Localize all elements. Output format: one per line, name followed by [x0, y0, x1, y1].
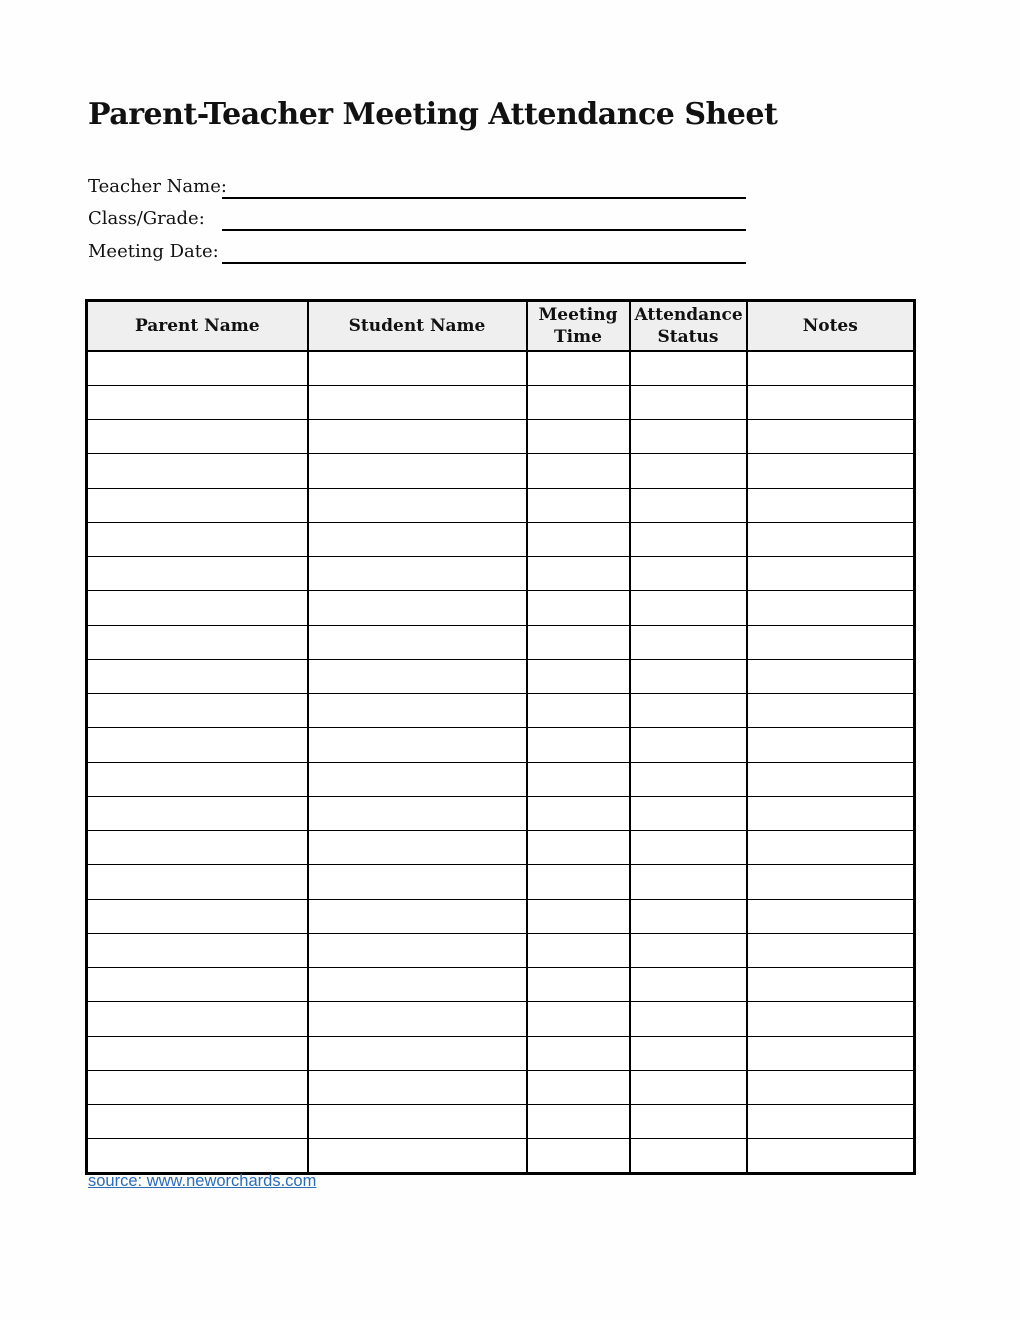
table-cell[interactable]	[747, 1105, 915, 1139]
table-cell[interactable]	[527, 522, 630, 556]
class-grade-input-line[interactable]	[222, 207, 746, 231]
table-cell[interactable]	[87, 1002, 308, 1036]
source-link[interactable]: source: www.neworchards.com	[88, 1172, 317, 1190]
table-cell[interactable]	[747, 796, 915, 830]
table-cell[interactable]	[527, 694, 630, 728]
table-row	[87, 933, 915, 967]
table-row	[87, 968, 915, 1002]
table-cell[interactable]	[630, 831, 747, 865]
table-cell[interactable]	[747, 591, 915, 625]
table-cell[interactable]	[527, 420, 630, 454]
table-row	[87, 1036, 915, 1070]
table-cell[interactable]	[630, 796, 747, 830]
table-cell[interactable]	[308, 1070, 527, 1104]
table-cell[interactable]	[747, 420, 915, 454]
table-cell[interactable]	[747, 968, 915, 1002]
table-cell[interactable]	[630, 1139, 747, 1173]
table-cell[interactable]	[630, 1070, 747, 1104]
table-cell[interactable]	[308, 591, 527, 625]
table-row	[87, 625, 915, 659]
attendance-table	[85, 299, 916, 1175]
table-cell[interactable]	[87, 1105, 308, 1139]
table-cell[interactable]	[527, 933, 630, 967]
table-cell[interactable]	[308, 694, 527, 728]
table-cell[interactable]	[527, 968, 630, 1002]
table-cell[interactable]	[308, 796, 527, 830]
table-cell[interactable]	[630, 762, 747, 796]
meeting-date-label: Meeting Date:	[88, 240, 219, 262]
column-header-notes: Notes	[747, 301, 915, 352]
table-cell[interactable]	[308, 899, 527, 933]
table-row	[87, 522, 915, 556]
table-cell[interactable]	[630, 488, 747, 522]
table-cell[interactable]	[747, 385, 915, 419]
table-cell[interactable]	[747, 831, 915, 865]
table-cell[interactable]	[527, 899, 630, 933]
table-cell[interactable]	[747, 694, 915, 728]
table-cell[interactable]	[747, 659, 915, 693]
table-cell[interactable]	[87, 831, 308, 865]
table-row	[87, 865, 915, 899]
table-cell[interactable]	[87, 933, 308, 967]
table-cell[interactable]	[630, 1002, 747, 1036]
table-cell[interactable]	[87, 1139, 308, 1173]
table-cell[interactable]	[87, 522, 308, 556]
table-cell[interactable]	[308, 454, 527, 488]
table-row	[87, 488, 915, 522]
table-cell[interactable]	[308, 728, 527, 762]
table-cell[interactable]	[527, 591, 630, 625]
table-cell[interactable]	[747, 557, 915, 591]
meeting-date-input-line[interactable]	[222, 240, 746, 264]
table-cell[interactable]	[747, 1070, 915, 1104]
table-cell[interactable]	[747, 728, 915, 762]
table-cell[interactable]	[527, 1002, 630, 1036]
table-cell[interactable]	[87, 351, 308, 385]
table-cell[interactable]	[747, 1139, 915, 1173]
table-cell[interactable]	[527, 557, 630, 591]
table-cell[interactable]	[308, 557, 527, 591]
table-row	[87, 454, 915, 488]
table-cell[interactable]	[630, 591, 747, 625]
table-cell[interactable]	[630, 728, 747, 762]
table-cell[interactable]	[527, 762, 630, 796]
table-row	[87, 796, 915, 830]
table-row	[87, 351, 915, 385]
table-cell[interactable]	[527, 728, 630, 762]
table-cell[interactable]	[630, 385, 747, 419]
table-row	[87, 659, 915, 693]
table-cell[interactable]	[747, 933, 915, 967]
table-cell[interactable]	[527, 454, 630, 488]
table-cell[interactable]	[630, 522, 747, 556]
table-cell[interactable]	[87, 899, 308, 933]
table-cell[interactable]	[527, 385, 630, 419]
table-cell[interactable]	[630, 454, 747, 488]
table-cell[interactable]	[747, 488, 915, 522]
teacher-name-field	[88, 166, 748, 199]
table-cell[interactable]	[747, 899, 915, 933]
table-cell[interactable]	[308, 420, 527, 454]
table-cell[interactable]	[527, 865, 630, 899]
table-row	[87, 591, 915, 625]
table-cell[interactable]	[630, 557, 747, 591]
teacher-name-input-line[interactable]	[222, 175, 746, 199]
table-cell[interactable]	[630, 933, 747, 967]
page-title: Parent-Teacher Meeting Attendance Sheet	[88, 97, 778, 132]
table-cell[interactable]	[527, 1105, 630, 1139]
column-header-attendance-status: Attendance Status	[630, 301, 747, 352]
table-cell[interactable]	[87, 488, 308, 522]
table-cell[interactable]	[308, 1036, 527, 1070]
table-cell[interactable]	[747, 351, 915, 385]
table-row	[87, 1070, 915, 1104]
table-header-row	[87, 301, 915, 352]
table-cell[interactable]	[527, 488, 630, 522]
table-cell[interactable]	[87, 728, 308, 762]
meeting-date-field	[88, 231, 748, 264]
table-cell[interactable]	[747, 522, 915, 556]
table-row	[87, 694, 915, 728]
table-cell[interactable]	[747, 625, 915, 659]
table-row	[87, 899, 915, 933]
table-cell[interactable]	[630, 1036, 747, 1070]
table-cell[interactable]	[87, 694, 308, 728]
table-cell[interactable]	[308, 762, 527, 796]
table-cell[interactable]	[527, 659, 630, 693]
column-header-parent-name: Parent Name	[87, 301, 308, 352]
table-row	[87, 1002, 915, 1036]
table-cell[interactable]	[308, 968, 527, 1002]
table-cell[interactable]	[87, 385, 308, 419]
footer	[88, 1172, 316, 1191]
table-cell[interactable]	[630, 351, 747, 385]
table-cell[interactable]	[630, 865, 747, 899]
table-cell[interactable]	[630, 420, 747, 454]
table-cell[interactable]	[87, 557, 308, 591]
table-cell[interactable]	[747, 1002, 915, 1036]
table-cell[interactable]	[747, 454, 915, 488]
table-cell[interactable]	[308, 1139, 527, 1173]
table-row	[87, 557, 915, 591]
table-row	[87, 385, 915, 419]
header-fields	[88, 166, 748, 264]
teacher-name-label: Teacher Name:	[88, 175, 227, 197]
table-cell[interactable]	[87, 762, 308, 796]
table-cell[interactable]	[527, 796, 630, 830]
table-cell[interactable]	[87, 865, 308, 899]
table-cell[interactable]	[308, 488, 527, 522]
table-row	[87, 1105, 915, 1139]
table-cell[interactable]	[527, 1070, 630, 1104]
table-row	[87, 762, 915, 796]
class-grade-field	[88, 199, 748, 232]
class-grade-label: Class/Grade:	[88, 208, 205, 229]
table-cell[interactable]	[308, 865, 527, 899]
table-cell[interactable]	[630, 659, 747, 693]
table-cell[interactable]	[527, 625, 630, 659]
table-cell[interactable]	[747, 1036, 915, 1070]
table-row	[87, 728, 915, 762]
table-cell[interactable]	[87, 659, 308, 693]
table-cell[interactable]	[630, 625, 747, 659]
table-cell[interactable]	[527, 831, 630, 865]
table-cell[interactable]	[747, 865, 915, 899]
table-cell[interactable]	[527, 351, 630, 385]
table-cell[interactable]	[630, 694, 747, 728]
table-cell[interactable]	[527, 1139, 630, 1173]
table-cell[interactable]	[308, 659, 527, 693]
table-cell[interactable]	[87, 625, 308, 659]
table-cell[interactable]	[308, 1002, 527, 1036]
table-cell[interactable]	[308, 933, 527, 967]
table-row	[87, 420, 915, 454]
table-cell[interactable]	[87, 454, 308, 488]
table-cell[interactable]	[87, 968, 308, 1002]
table-cell[interactable]	[308, 351, 527, 385]
table-cell[interactable]	[87, 591, 308, 625]
table-cell[interactable]	[308, 1105, 527, 1139]
table-row	[87, 1139, 915, 1173]
column-header-meeting-time: Meeting Time	[527, 301, 630, 352]
table-cell[interactable]	[308, 831, 527, 865]
table-cell[interactable]	[87, 1070, 308, 1104]
table-cell[interactable]	[630, 899, 747, 933]
table-cell[interactable]	[747, 762, 915, 796]
table-cell[interactable]	[87, 1036, 308, 1070]
table-cell[interactable]	[87, 796, 308, 830]
table-cell[interactable]	[87, 420, 308, 454]
table-cell[interactable]	[308, 385, 527, 419]
table-row	[87, 831, 915, 865]
table-body	[87, 351, 915, 1173]
column-header-student-name: Student Name	[308, 301, 527, 352]
table-cell[interactable]	[527, 1036, 630, 1070]
table-cell[interactable]	[308, 625, 527, 659]
table-cell[interactable]	[630, 968, 747, 1002]
table-cell[interactable]	[630, 1105, 747, 1139]
table-cell[interactable]	[308, 522, 527, 556]
